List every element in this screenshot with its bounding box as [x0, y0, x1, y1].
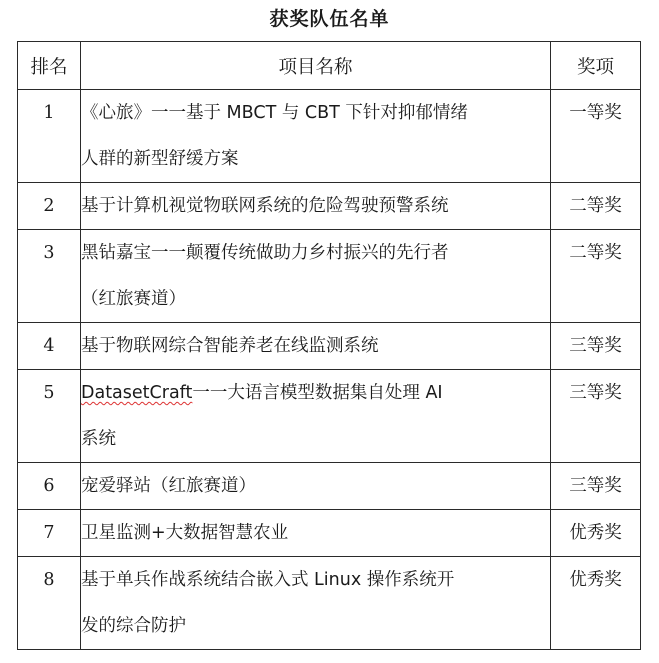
project-name-line: 卫星监测+大数据智慧农业	[81, 523, 289, 543]
project-name-line: 宠爱驿站（红旅赛道）	[81, 476, 256, 496]
project-name-line: 系统	[81, 429, 116, 449]
rank-cell: 2	[18, 183, 81, 230]
header-project-name: 项目名称	[81, 42, 551, 90]
project-name-cell	[81, 510, 551, 557]
project-name-line	[81, 370, 550, 416]
table-row	[18, 90, 641, 183]
rank-cell: 1	[18, 90, 81, 183]
project-name-cell	[81, 183, 551, 230]
project-name-word: DatasetCraft	[81, 383, 193, 403]
table-header-row	[18, 42, 641, 90]
awards-table	[17, 41, 641, 650]
project-name-cell	[81, 370, 551, 463]
project-name-line: 基于计算机视觉物联网系统的危险驾驶预警系统	[81, 196, 449, 216]
rank-cell: 4	[18, 323, 81, 370]
project-name-cell	[81, 463, 551, 510]
table-row	[18, 230, 641, 323]
project-name-line: 基于物联网综合智能养老在线监测系统	[81, 336, 379, 356]
table-row	[18, 323, 641, 370]
award-cell: 优秀奖	[551, 510, 641, 557]
award-cell: 优秀奖	[551, 557, 641, 650]
table-row	[18, 510, 641, 557]
project-name-cell	[81, 557, 551, 650]
project-name-line: 人群的新型舒缓方案	[81, 149, 239, 169]
rank-cell: 7	[18, 510, 81, 557]
rank-cell: 6	[18, 463, 81, 510]
award-cell: 二等奖	[551, 183, 641, 230]
project-name-cell	[81, 323, 551, 370]
award-cell: 一等奖	[551, 90, 641, 183]
award-cell: 二等奖	[551, 230, 641, 323]
project-name-cell	[81, 230, 551, 323]
project-name-line: 发的综合防护	[81, 616, 186, 636]
project-name-line: 《心旅》一一基于 MBCT 与 CBT 下针对抑郁情绪	[81, 103, 468, 123]
header-rank: 排名	[18, 42, 81, 90]
project-name-rest: 一一大语言模型数据集自处理 AI	[192, 383, 443, 403]
project-name-line: 基于单兵作战系统结合嵌入式 Linux 操作系统开	[81, 570, 455, 590]
award-cell: 三等奖	[551, 463, 641, 510]
table-row	[18, 183, 641, 230]
award-cell: 三等奖	[551, 323, 641, 370]
project-name-cell	[81, 90, 551, 183]
award-cell: 三等奖	[551, 370, 641, 463]
rank-cell: 8	[18, 557, 81, 650]
project-name-line: （红旅赛道）	[81, 289, 186, 309]
document-title: 获奖队伍名单	[269, 8, 390, 30]
rank-cell: 3	[18, 230, 81, 323]
header-award: 奖项	[551, 42, 641, 90]
table-row	[18, 370, 641, 463]
rank-cell: 5	[18, 370, 81, 463]
table-row	[18, 557, 641, 650]
project-name-line: 黑钻嘉宝一一颠覆传统做助力乡村振兴的先行者	[81, 243, 449, 263]
table-row	[18, 463, 641, 510]
